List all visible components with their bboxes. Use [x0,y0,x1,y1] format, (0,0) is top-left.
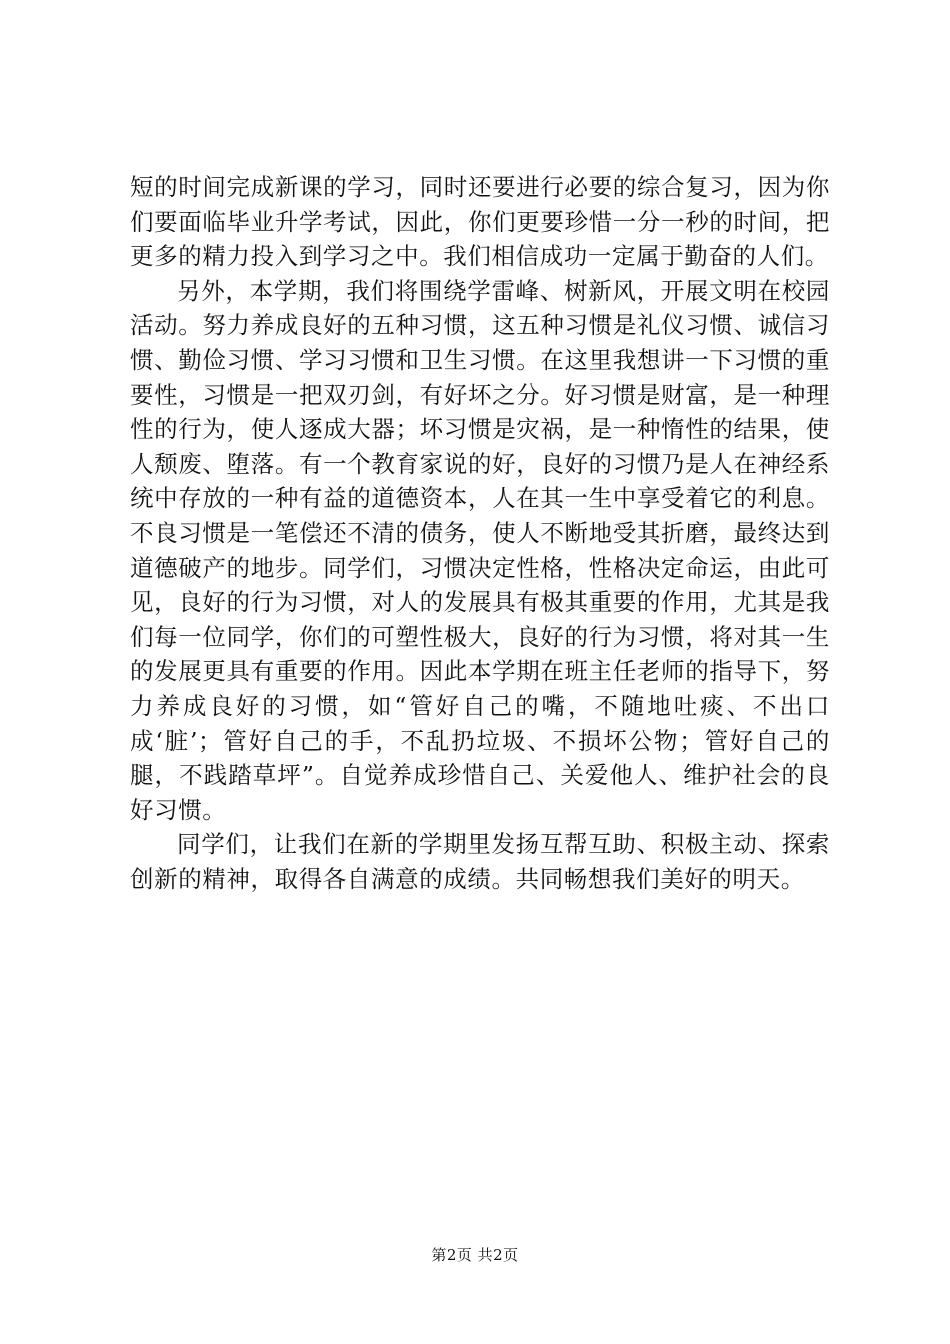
paragraph-continued: 短的时间完成新课的学习，同时还要进行必要的综合复习，因为你们要面临毕业升学考试，因此，你们更要珍惜一分一秒的时间，把更多的精力投入到学习之中。我们相信成功一定属于勤奋的人们。 [130,173,830,271]
paragraph-closing: 同学们，让我们在新的学期里发扬互帮互助、积极主动、探索创新的精神，取得各自满意的成绩。共同畅想我们美好的明天。 [130,830,830,893]
document-body [130,170,830,896]
paragraph-habits: 另外，本学期，我们将围绕学雷峰、树新风，开展文明在校园活动。努力养成良好的五种习惯，这五种习惯是礼仪习惯、诚信习惯、勤俭习惯、学习习惯和卫生习惯。在这里我想讲一下习惯的重要性，习惯是一把双刃剑，有好坏之分。好习惯是财富，是一种理性的行为，使人逐成大器；坏习惯是灾祸，是一种惰性的结果，使人颓废、堕落。有一个教育家说的好，良好的习惯乃是人在神经系统中存放的一种有益的道德资本，人在其一生中享受着它的利息。不良习惯是一笔偿还不清的债务，使人不断地受其折磨，最终达到道德破产的地步。同学们，习惯决定性格，性格决定命运，由此可见，良好的行为习惯，对人的发展具有极其重要的作用，尤其是我们每一位同学，你们的可塑性极大，良好的行为习惯，将对其一生的发展更具有重要的作用。因此本学期在班主任老师的指导下，努力养成良好的习惯，如“管好自己的嘴，不随地吐痰、不出口成‘脏’；管好自己的手，不乱扔垃圾、不损坏公物；管好自己的腿，不践踏草坪”。自觉养成珍惜自己、关爱他人、维护社会的良好习惯。 [130,276,830,824]
page-footer: 第2页 共2页 [431,1246,519,1264]
